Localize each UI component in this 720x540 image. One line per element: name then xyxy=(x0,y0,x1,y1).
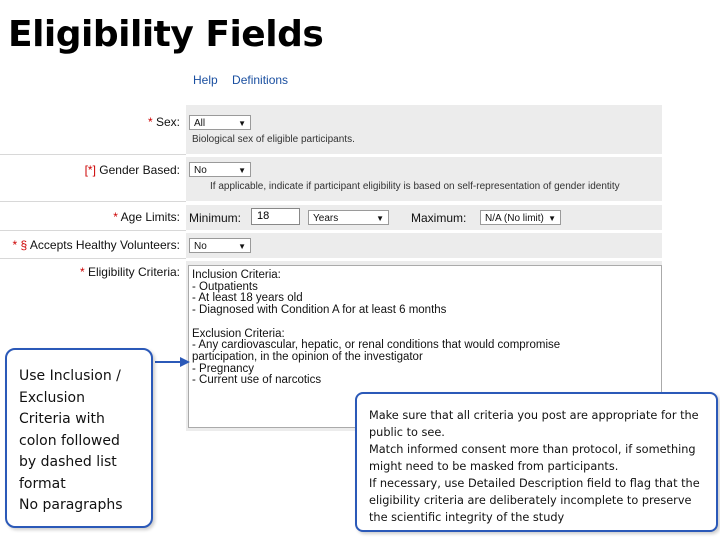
callout-line: colon followed xyxy=(19,432,120,449)
criteria-line: - Diagnosed with Condition A for at least 6 months xyxy=(192,304,447,317)
callout-inclusion-format xyxy=(5,348,153,528)
criteria-line: - Outpatients xyxy=(192,280,258,293)
healthy-volunteers-select[interactable]: No ▼ xyxy=(189,238,251,253)
eligibility-criteria-label: * Eligibility Criteria: xyxy=(79,265,180,279)
chevron-down-icon: ▼ xyxy=(548,214,556,223)
definitions-link[interactable]: Definitions xyxy=(232,73,289,87)
age-minimum-label: Minimum: xyxy=(189,211,242,225)
criteria-line: - At least 18 years old xyxy=(192,292,303,305)
chevron-down-icon: ▼ xyxy=(238,242,246,251)
age-minimum-input[interactable]: 18 xyxy=(251,208,300,225)
criteria-line: Exclusion Criteria: xyxy=(192,327,285,340)
callout-line: No paragraphs xyxy=(19,497,123,513)
callout-line: Exclusion xyxy=(19,389,85,406)
callout-line: eligibility criteria are deliberately incomplete to preserve xyxy=(369,494,692,507)
chevron-down-icon: ▼ xyxy=(238,119,246,128)
callout-line: Match informed consent more than protocol, if something xyxy=(369,443,696,456)
age-maximum-label: Maximum: xyxy=(411,211,467,225)
callout-line: public to see. xyxy=(369,426,445,439)
callout-line: If necessary, use Detailed Description field to flag that the xyxy=(369,477,700,490)
criteria-line: participation, in the opinion of the investigator xyxy=(192,350,423,363)
callout-line: format xyxy=(19,475,66,492)
callout-line: by dashed list xyxy=(19,454,117,470)
age-minimum-unit-select[interactable]: Years ▼ xyxy=(308,210,389,225)
criteria-line: - Pregnancy xyxy=(192,362,255,375)
sex-label: * Sex: xyxy=(147,115,180,129)
gender-label: [*] Gender Based: xyxy=(84,163,180,177)
sex-help-text: Biological sex of eligible participants. xyxy=(192,134,355,145)
sex-select[interactable]: All ▼ xyxy=(189,115,251,130)
callout-line: might need to be masked from participants. xyxy=(369,460,619,473)
callout-line: Make sure that all criteria you post are appropriate for the xyxy=(369,409,699,422)
callout-line: Use Inclusion / xyxy=(19,368,121,384)
callout-public-criteria xyxy=(355,392,718,532)
age-label: * Age Limits: xyxy=(113,210,180,224)
healthy-volunteers-label: * § Accepts Healthy Volunteers: xyxy=(12,238,180,252)
age-maximum-select[interactable]: N/A (No limit) ▼ xyxy=(480,210,561,225)
help-link[interactable]: Help xyxy=(193,73,218,87)
gender-select[interactable]: No ▼ xyxy=(189,162,251,177)
callout-line: the scientific integrity of the study xyxy=(369,511,565,524)
slide-title: Eligibility Fields xyxy=(8,14,324,55)
gender-help-text: If applicable, indicate if participant eligibility is based on self-representation of gender identity xyxy=(210,181,620,192)
criteria-line: Inclusion Criteria: xyxy=(192,269,281,281)
criteria-line: - Any cardiovascular, hepatic, or renal conditions that would compromise xyxy=(192,339,561,352)
chevron-down-icon: ▼ xyxy=(238,166,246,175)
chevron-down-icon: ▼ xyxy=(376,214,384,223)
criteria-line: - Current use of narcotics xyxy=(192,374,322,387)
callout-line: Criteria with xyxy=(19,411,105,427)
